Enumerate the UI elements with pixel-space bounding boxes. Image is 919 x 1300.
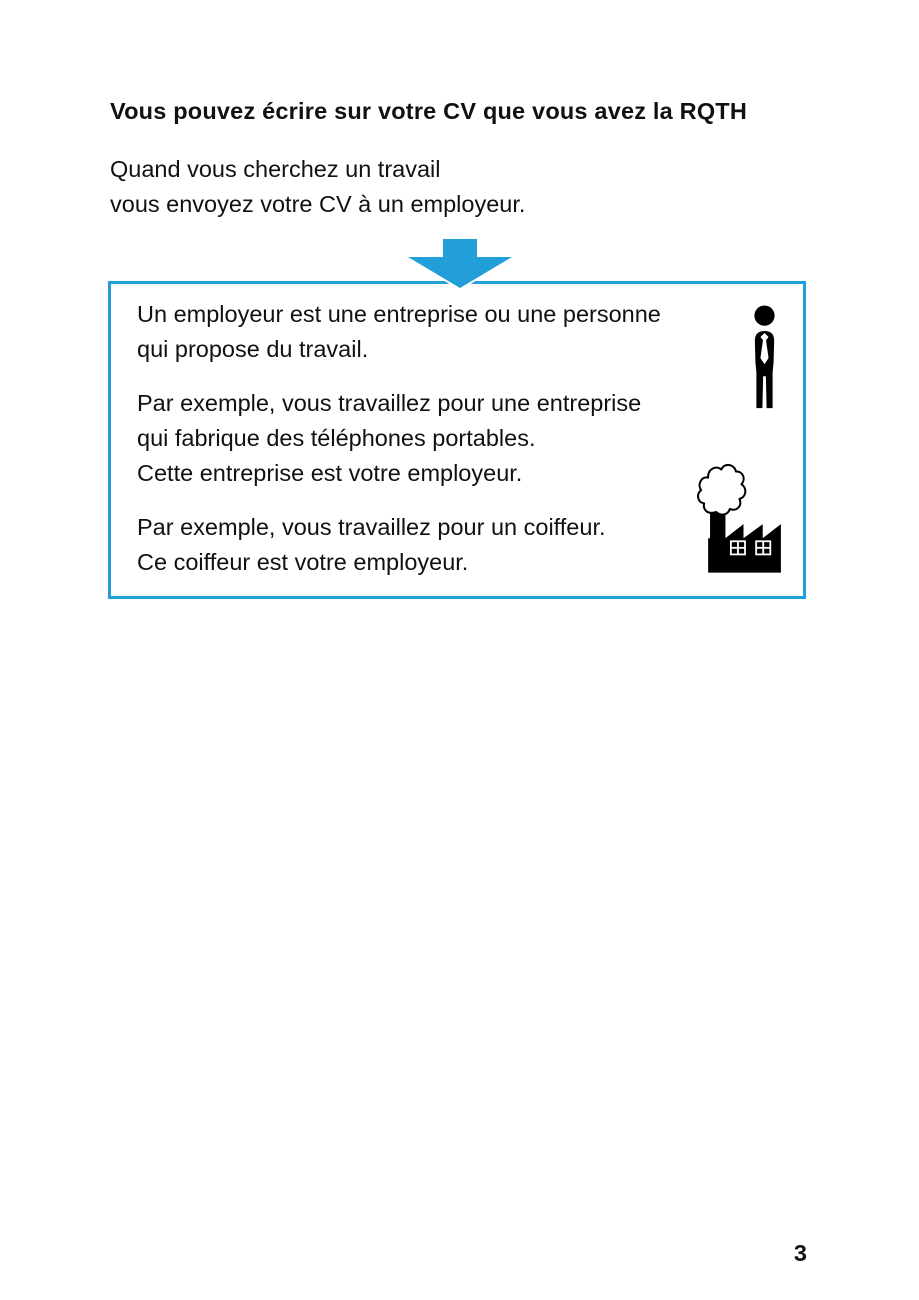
employer-definition-box [108, 281, 806, 599]
box-line: Un employeur est une entreprise ou une personne [137, 301, 661, 327]
down-arrow-icon [405, 236, 515, 290]
box-paragraph-example-company [137, 386, 661, 491]
factory-icon [695, 455, 791, 577]
intro-line-1: Quand vous cherchez un travail [110, 156, 441, 182]
box-line: Cette entreprise est votre employeur. [137, 460, 523, 486]
intro-line-2: vous envoyez votre CV à un employeur. [110, 191, 526, 217]
box-paragraph-definition [137, 297, 661, 367]
box-line: qui propose du travail. [137, 336, 369, 362]
page-number: 3 [793, 1240, 807, 1266]
box-line: Par exemple, vous travaillez pour un coiffeur. [137, 514, 606, 540]
box-line: Ce coiffeur est votre employeur. [137, 549, 469, 575]
intro-paragraph [110, 152, 525, 222]
box-paragraph-example-hairdresser [137, 510, 661, 580]
businessman-icon [748, 305, 781, 411]
page-title: Vous pouvez écrire sur votre CV que vous avez la RQTH [110, 98, 748, 124]
employer-definition-text [137, 297, 661, 580]
box-line: Par exemple, vous travaillez pour une entreprise [137, 390, 642, 416]
box-line: qui fabrique des téléphones portables. [137, 425, 536, 451]
